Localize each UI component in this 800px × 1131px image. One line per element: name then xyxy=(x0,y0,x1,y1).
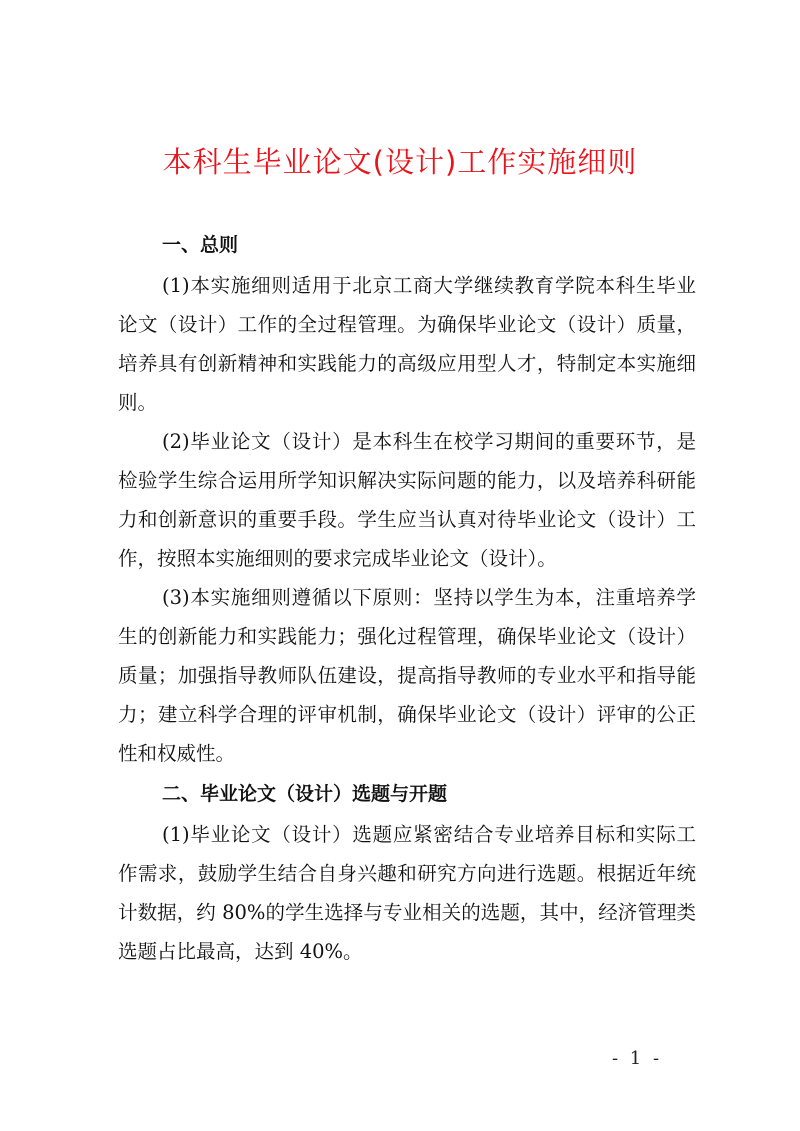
paragraph: (1)本实施细则适用于北京工商大学继续教育学院本科生毕业论文（设计）工作的全过程管理。为确保毕业论文（设计）质量，培养具有创新精神和实践能力的高级应用型人才，特制定本实施细则。 xyxy=(118,274,696,414)
section-general xyxy=(118,224,696,773)
paragraph: (1)毕业论文（设计）选题应紧密结合专业培养目标和实际工作需求，鼓励学生结合自身兴趣和研究方向进行选题。根据近年统计数据，约 80%的学生选择与专业相关的选题，其中，经济管理类选题占比最高，达到 40%。 xyxy=(118,823,696,963)
document-title: 本科生毕业论文(设计)工作实施细则 xyxy=(162,145,638,179)
section-heading: 一、总则 xyxy=(162,234,239,256)
section-topic-selection xyxy=(118,773,696,971)
document-body xyxy=(118,224,696,971)
section-heading: 二、毕业论文（设计）选题与开题 xyxy=(162,783,448,805)
paragraph: (2)毕业论文（设计）是本科生在校学习期间的重要环节，是检验学生综合运用所学知识解决实际问题的能力，以及培养科研能力和创新意识的重要手段。学生应当认真对待毕业论文（设计）工作，按照本实施细则的要求完成毕业论文（设计）。 xyxy=(118,430,696,570)
paragraph: (3)本实施细则遵循以下原则：坚持以学生为本，注重培养学生的创新能力和实践能力；强化过程管理，确保毕业论文（设计）质量；加强指导教师队伍建设，提高指导教师的专业水平和指导能力；建立科学合理的评审机制，确保毕业论文（设计）评审的公正性和权威性。 xyxy=(118,586,696,765)
page-number: - 1 - xyxy=(612,1048,663,1069)
